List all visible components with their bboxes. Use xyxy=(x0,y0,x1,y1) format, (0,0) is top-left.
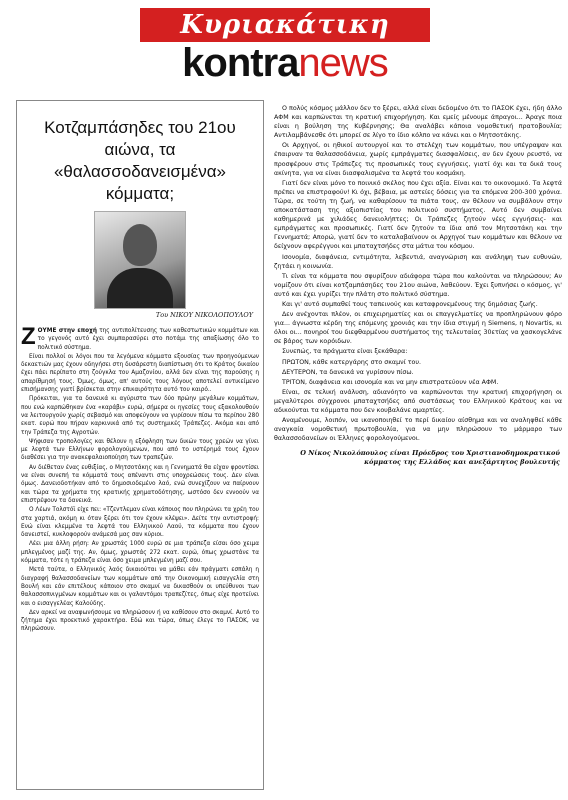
right-paragraph: Ο πολύς κόσμος μάλλον δεν το ξέρει, αλλά είναι δεδομένο ότι το ΠΑΣΟΚ έχει, ήδη άλλο ΑΦΜ και καρπώνεται τη κρατική επιχορήγηση. Και εμείς μένουμε άπραγοι... Άραγε ποια είναι η βούληση της Κυβέρνησης; Θα αναλάβει κάποια νομοθετική πρατοβουλία; Αντιλαμβάνεσθε ότι μπορεί σε λίγο το ίδιο κόλπο να κάνει και ο Μητσοτάκης. xyxy=(274,105,562,140)
masthead xyxy=(0,0,568,92)
right-paragraph: Αναμένουμε, λοιπόν, να ικανοποιηθεί το περί δικαίου αίσθημα και να αναληφθεί κάθε αναγκαία νομοθετική πρωτοβουλία, για να μην πληρώσουν το μάρμαρο των θαλασσοδανείων οι Έλληνες φορολογούμενοι. xyxy=(274,417,562,443)
left-column xyxy=(16,100,264,790)
right-paragraph: Και γι' αυτό συμπαθεί τους ταπεινούς και καταφρονεμένους της δημόσιας ζωής. xyxy=(282,300,538,308)
right-paragraph: ΔΕΥΤΕΡΟΝ, τα δανεικά να γυρίσουν πίσω. xyxy=(282,368,414,376)
left-paragraph: Δεν αρκεί να αναφωνήσουμε να πληρώσουν ή να καθίσουν στο σκαμνί. Αυτό το ζήτημα έχει προεκτικό χαρακτήρα. Εδώ και τώρα, όπως έλεγε το ΠΑΣΟΚ, να πληρώσουν. xyxy=(21,609,259,633)
drop-cap: Ζ xyxy=(21,323,36,350)
byline: Του ΝΙΚΟΥ ΝΙΚΟΛΟΠΟΥΛΟΥ xyxy=(155,311,253,319)
right-paragraph: ΤΡΙΤΟΝ, διαφάνεια και ισονομία και να μην επιστρατεύουν νέα ΑΦΜ. xyxy=(282,378,499,386)
right-paragraph: Οι Αρχηγοί, οι ηθικοί αυτουργοί και το στελέχη των κομμάτων, που υπέγραψαν και έπαιρναν τα θαλασσοδάνεια, χωρίς εμπράγματες διασφαλίσεις, αν δεν έχουν ρευστό, να προσφέρουν στις Τράπεζες τις προσωπικές τους εγγυήσεις, γιατί όχι και τα δικά τους ακίνητα, για να είναι διασφαλισμένα τα λεφτά του κοσμάκη. xyxy=(274,142,562,177)
right-paragraph: ΠΡΩΤΟΝ, κάθε κατεργάρης στο σκαμνί του. xyxy=(282,358,422,366)
author-signature: Ο Νίκος Νικολόπουλος είναι Πρόεδρος του Χριστιανοδημοκρατικού κόμματος της Ελλάδος και ανεξάρτητος βουλευτής xyxy=(300,449,560,467)
lead-bold-text: ΟΥΜΕ στην εποχή xyxy=(37,328,97,334)
article-headline: Κοτζαμπάσηδες του 21ου αιώνα, τα «θαλασσοδανεισμένα» κόμματα; xyxy=(44,118,236,203)
left-paragraph: Είναι πολλοί οι λόγοι που τα λεγόμενα κόμματα εξουσίας των προηγούμενων δεκαετιών μας έχουν οδηγήσει στη δυσάρεστη διαπίστωση ότι το Κράτος δικαίου έχει πάει περίπατο στη ζούγκλα του Αμαζονίου, αλλά δεν είναι της παρούσης η απαρίθμησή τους. Όμως, όμως, απ' αυτούς τους λόγους αποτελεί αντικείμενο επισήμανσης γιατί βρίσκεται στην επικαιρότητα αυτό του καιρό.. xyxy=(21,353,259,394)
brand-logo xyxy=(110,40,460,86)
left-paragraph: Ψήφισαν τροπολογίες και θέλουν η εξόφληση των δικών τους χρεών να γίνει με λεφτά των Ελλήνων φορολογούμενων, που από το υστέρημά τους έχουν διαθέσει για την ανακεφαλαιοποίηση των τραπεζών. xyxy=(21,438,259,462)
brand-part-news: news xyxy=(298,41,388,85)
left-paragraph: Μετά ταύτα, ο Ελληνικός λαός δικαιούται να μάθει εάν πράγματι εσπάλη η διαγραφή θαλασσοδανείων των κομμάτων από την Οικονομική εισαγγελία στη Βουλή και εάν επιτέλους κάποιον στο σκαμνί να δικασθούν οι υπεύθυνοι των θαλασσοπνιγμένων κομμάτων και οι γαλαντόμοι τραπεζίτες, όπως είχε προτείνει και ο εισαγγελέας Καλούδης. xyxy=(21,567,259,607)
left-paragraph: Αν διέθεταν ένας ευθιξίας, ο Μητσοτάκης και η Γεννηματά θα είχαν φροντίσει να είναι συνεπή τα κόμματά τους απέναντι στις υποχρεώσεις τους. Δεν είναι όμως. Δανειοδοτήκαν από το δημοσιοδεμένο λαό, ενώ συνεχίζουν να παίρνουν και τώρα τα χρήματα της κρατικής χρηματοδότησης, ωστόσο δεν εννοούν να επιστρέψουν τα δανεικά. xyxy=(21,464,259,504)
author-photo xyxy=(94,211,186,309)
left-paragraph: Πρόκειται, για τα δανεικά κι αγύριστα των δύο πρώην μεγάλων κομμάτων, που ενώ καρπώθηκαν ένα «καράβι» ευρώ, σήμερα οι ηγεσίες τους εξακολουθούν να λειτουργούν χωρίς σεβασμό και αποφεύγουν να γυρίσουν πίσω τα περίπου 280 εκατ. ευρώ που πήραν καρκινικά από τις συστημικές Τράπεζες. Ακόμα και από την Τράπεζα της Αγροτών. xyxy=(21,396,259,436)
right-paragraph: Τι είναι τα κόμματα που σφυρίζουν αδιάφορα τώρα που καλούνται να πληρώσουν; Αν νομίζουν ότι είναι κοτζαμπάσηδες του 21ου αιώνα, λαθεύουν. Έχει ξυπνήσει ο κόσμος, γι' αυτό και έχει γυρίζει την πλάτη στο πολιτικό σύστημα. xyxy=(274,272,562,298)
right-paragraph: Συνεπώς, τα πράγματα είναι ξεκάθαρα: xyxy=(282,348,408,356)
left-paragraph: Λέει μια άλλη ρήση: Αν χρωστάς 1000 ευρώ σε μια τράπεζα είσαι όσο χειμα μπλεγμένος μαζί της. Αν, όμως, χρωστάς 272 εκατ. ευρώ, όπως χρωστάνε τα κόμματα, τότε η τράπεζα είναι όσο χειμα μπλεγμένη μαζί σου. xyxy=(21,541,259,565)
right-paragraph: Είναι, σε τελική ανάλυση, αδιανόητο να καρπώνονται την κρατική επιχορήγηση οι μεγαλύτεροι σύγχρονοι μπαταχτσήδες από συστάσεως του Ελληνικού Κράτους και να αδικούνται τα κόμματα που δεν κουβαλάνε αμαρτίες. xyxy=(274,388,562,414)
right-paragraph: Γιατί δεν είναι μόνο το ποινικό σκέλος που έχει αξία. Είναι και το οικονομικό. Τα λεφτά πρέπει να επιστραφούν! Κι όχι, βέβαια, με αστείες δόσεις για τα επόμενα 200-300 χρόνια. Τώρα, σε τούτη τη ζωή, να καθαρίσουν τα πιάτα τους, αν θέλουν να συμβάλουν στην αποκατάσταση της αξιοπιστίας του πολιτικού συστήματος. Αυτό δεν συμβαίνει καθημερινά με χιλιάδες δανειολήπτες; Οι Τράπεζες ζητούν νέες εγγυήσεις- και εμπράγματες και προσωπικές. Γιατί δεν ζητούν τα ίδια από τον Μητσοτάκη και την Γεννηματά; Απορώ, γιατί δεν το καταλαβαίνουν οι Αρχηγοί των κομμάτων και θέλουν να δείχνουν αφερέγγυοι και μπαταχτσήδες στα μάτια του κόσμου. xyxy=(274,179,562,251)
right-paragraph: Δεν ανέχονται πλέον, οι επιχειρηματίες και οι επαγγελματίες να προπληρώνουν φόρο για... άγνωστα κέρδη της επόμενης χρονιάς και την ίδια στιγμή η Siemens, η Novartis, κι όλοι οι... πονηροί του διεφθαρμένου συστήματος της τελευταίας 30ετίας να χασκογελάνε σε βάρος των κορόιδων. xyxy=(274,311,562,346)
lead-text: της αντιπολίτευσης των καθεστωτικών κομμάτων και το γεγονός αυτό έχει συμπαρασύρει στο ποτάμι της απαξίωσης όλο το πολιτικό σύστημα. xyxy=(37,328,259,351)
right-column xyxy=(272,100,562,794)
left-paragraph: Ο Λέων Τολστόϊ είχε πει: «Τζεντλεμαν είναι κάποιος που πληρώνει τα χρέη του στα χαρτιά, ακόμη κι όταν ξέρει ότι τον έχουν κλέψει». Δείτε την αντιστροφή: Ενώ είναι κλεμμένα τα λεφτά του Ελληνικού Λαού, τα κόμματα που έχουν δανειστεί, κυκλοφορούν ανάμεσά μας σαν κύριοι. xyxy=(21,507,259,539)
lead-paragraph xyxy=(21,323,259,352)
brand-part-kontra: kontra xyxy=(182,41,299,85)
masthead-top-banner: Κυριακάτικη xyxy=(140,8,430,42)
right-paragraph: Ισονομία, διαφάνεια, εντιμότητα, λεβεντιά, αναγνώριση και ανάληψη των ευθυνών, ζητάει η κοινωνία. xyxy=(274,253,562,270)
